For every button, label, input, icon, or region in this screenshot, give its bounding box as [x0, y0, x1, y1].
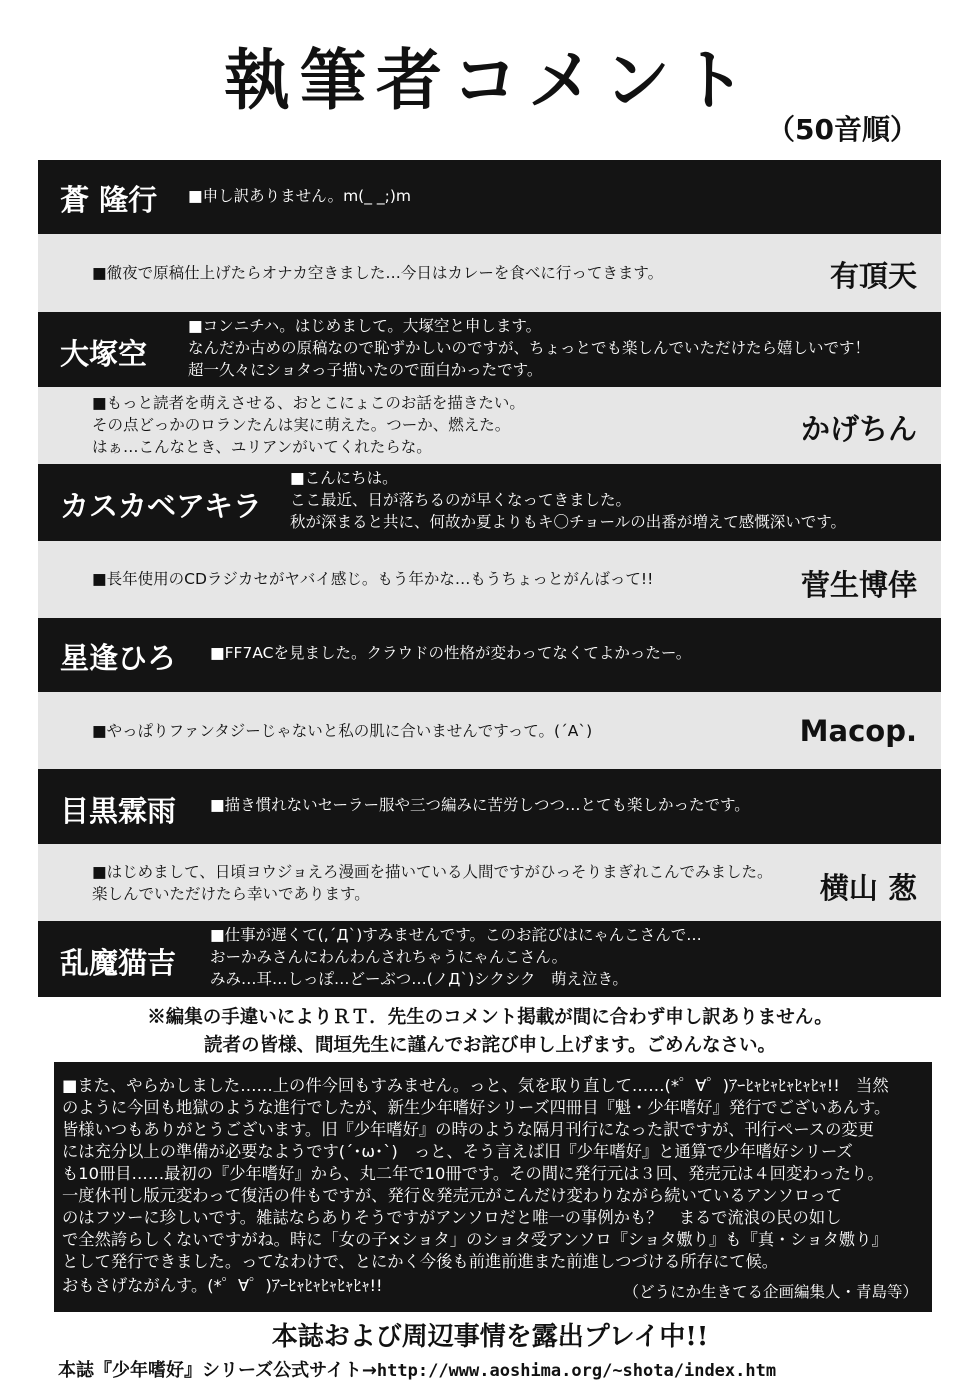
- author-name: 大塚空: [60, 337, 148, 371]
- editor-note-line: のはフツーに珍しいです。雑誌ならありそうですがアンソロだと唯一の事例かも？ まるで流浪の民の如し: [62, 1208, 842, 1227]
- site-label: 本誌『少年嗜好』シリーズ公式サイト→: [58, 1360, 377, 1381]
- comment-line: ■申し訳ありません。m(_ _;)m: [188, 187, 412, 205]
- editor-note-line: おもさげながんす。(*゜∀゜)ｱｰﾋｬﾋｬﾋｬﾋｬﾋｬ!!: [62, 1276, 383, 1295]
- comment-line: はぁ…こんなとき、ユリアンがいてくれたらな。: [92, 438, 432, 456]
- author-name: カスカベアキラ: [60, 489, 262, 523]
- editor-note-box: [54, 1062, 932, 1312]
- editor-note-line: 皆様いつもありがとうございます。旧『少年嗜好』の時のような隔月刊行になった訳ですが、刊行ペースの変更: [62, 1120, 874, 1139]
- comment-band-meguro: [38, 769, 941, 844]
- comment-line: ■コンニチハ。はじめまして。大塚空と申します。: [188, 317, 542, 335]
- comment-band-sugou: [38, 541, 941, 618]
- comment-line: みみ…耳…しっぽ…どーぶつ…(ノД`)シクシク 萌え泣き。: [210, 970, 628, 988]
- comment-band-kasukabe: [38, 464, 941, 541]
- editor-signature: （どうにか生きてる企画編集人・青島等）: [623, 1283, 918, 1301]
- comment-line: ■仕事が遅くて(,´Д`)すみませんです。このお詫びはにゃんこさんで…: [210, 926, 702, 944]
- notice-line: 読者の皆様、間垣先生に謹んでお詫び申し上げます。ごめんなさい。: [203, 1035, 777, 1056]
- editor-note-line: として発行できました。ってなわけで、とにかく今後も前進前進また前進しつづける所存にて候。: [62, 1252, 779, 1271]
- author-name: 蒼 隆行: [60, 183, 158, 217]
- author-name: 星逢ひろ: [60, 641, 177, 675]
- comment-band-yokoyama: [38, 844, 941, 921]
- comment-band-otsuka: [38, 312, 941, 387]
- editor-note-line: のように今回も地獄のような進行でしたが、新生少年嗜好シリーズ四冊目『魁・少年嗜好』発行でございあんす。: [62, 1098, 891, 1117]
- comment-line: おーかみさんにわんわんされちゃうにゃんこさん。: [210, 948, 568, 966]
- page-title: 執筆者コメント: [224, 42, 756, 119]
- editor-note-line: も10冊目……最初の『少年嗜好』から、丸二年で10冊です。その間に発行元は３回、発売元は４回変わったり。: [62, 1164, 884, 1183]
- author-name: 乱魔猫吉: [60, 946, 177, 980]
- comment-band-uchouten: [38, 234, 941, 312]
- notice-line: ※編集の手違いによりＲＴ．先生のコメント掲載が間に合わず申し訳ありません。: [147, 1007, 833, 1028]
- comment-band-kagechin: [38, 387, 941, 464]
- comment-band-hoshiai: [38, 618, 941, 692]
- comment-line: ■長年使用のCDラジカセがヤバイ感じ。もう年かな…もうちょっとがんばって!!: [92, 570, 654, 588]
- apology-notice: [0, 1004, 980, 1060]
- comment-line: その点どっかのロランたんは実に萌えた。つーか、燃えた。: [92, 416, 511, 434]
- author-name: 横山 葱: [819, 871, 917, 905]
- footer-headline: 本誌および周辺事情を露出プレイ中!!: [271, 1322, 709, 1352]
- author-name: 目黒霖雨: [60, 794, 177, 828]
- author-name: 有頂天: [829, 259, 917, 293]
- page-subtitle: （50音順）: [767, 113, 918, 146]
- footer-site-line: [58, 1356, 776, 1382]
- comment-line: 秋が深まると共に、何故か夏よりもキ〇チョールの出番が増えて感慨深いです。: [290, 513, 846, 531]
- comment-line: ■こんにちは。: [290, 469, 398, 487]
- comment-band-macop: [38, 692, 941, 769]
- comment-line: ■もっと読者を萌えさせる、おとこにょこのお話を描きたい。: [92, 394, 525, 412]
- editor-note-line: 一度休刊し版元変わって復活の件もですが、発行＆発売元がこんだけ変わりながら続いているアンソロって: [62, 1186, 843, 1205]
- comment-line: ■はじめまして、日頃ヨウジョえろ漫画を描いている人間ですがひっそりまぎれこんでみました。: [92, 863, 773, 881]
- comment-line: 超一久々にショタっ子描いたので面白かったです。: [188, 361, 543, 379]
- comment-line: ■やっぱりファンタジーじゃないと私の肌に合いませんですって。(´A`): [92, 722, 593, 740]
- comment-line: 楽しんでいただけたら幸いであります。: [92, 885, 370, 903]
- editor-note-line: で全然誇らしくないですがね。時に「女の子×ショタ」のショタ受アンソロ『ショタ嫐り』も『真・ショタ嫐り』: [62, 1230, 888, 1249]
- comment-line: ■FF7ACを見ました。クラウドの性格が変わってなくてよかったー。: [210, 644, 692, 662]
- site-url: http://www.aoshima.org/~shota/index.htm: [376, 1361, 777, 1381]
- comment-line: ここ最近、日が落ちるのが早くなってきました。: [290, 491, 632, 509]
- author-name: 菅生博倖: [800, 568, 917, 602]
- author-name: Macop.: [799, 714, 917, 748]
- author-name: かげちん: [800, 412, 917, 446]
- editor-note-line: には充分以上の準備が必要なようです(´･ω･`) っと、そう言えば旧『少年嗜好』と通算で少年嗜好シリーズ: [62, 1142, 853, 1161]
- comment-line: ■徹夜で原稿仕上げたらオナカ空きました…今日はカレーを食べに行ってきます。: [92, 264, 664, 282]
- comment-band-ranma: [38, 921, 941, 997]
- comment-line: ■描き慣れないセーラー服や三つ編みに苦労しつつ…とても楽しかったです。: [210, 796, 750, 814]
- comment-band-aoi: [38, 160, 941, 234]
- editor-note-line: ■また、やらかしました……上の件今回もすみません。っと、気を取り直して……(*゜∀゜)ｱｰﾋｬﾋｬﾋｬﾋｬﾋｬ!! 当然: [62, 1076, 889, 1095]
- comment-line: なんだか古めの原稿なので恥ずかしいのですが、ちょっとでも楽しんでいただけたら嬉しいです！: [188, 339, 871, 357]
